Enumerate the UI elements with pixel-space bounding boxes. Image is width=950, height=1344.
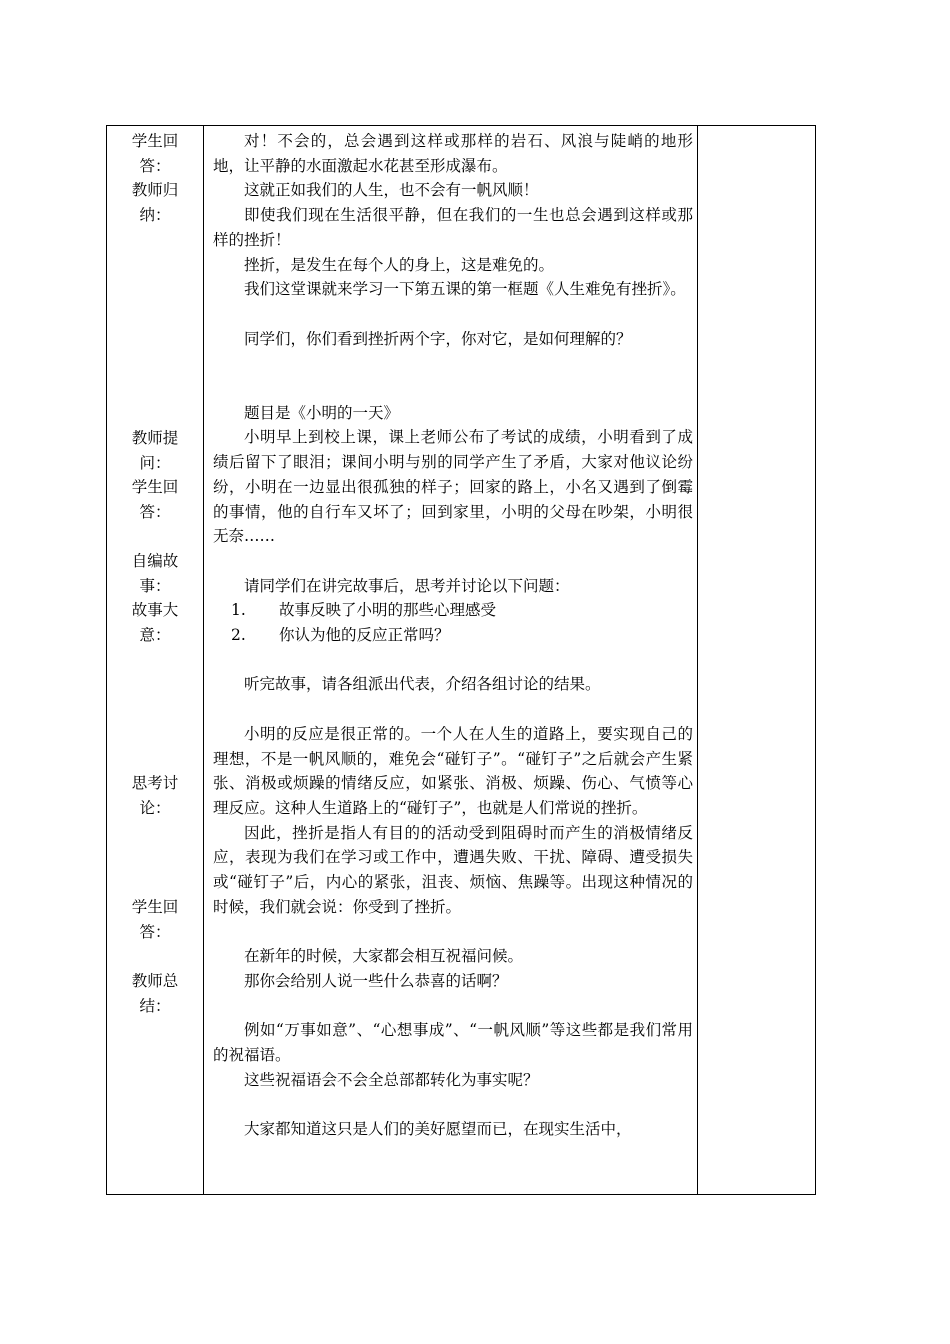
blank-line <box>213 697 693 722</box>
paragraph: 例如“万事如意”、“心想事成”、“一帆风顺”等这些都是我们常用的祝福语。 <box>213 1021 693 1064</box>
blank-line <box>213 1092 693 1117</box>
activity-label: 学生回 答： <box>131 132 179 175</box>
paragraph: 因此，挫折是指人有目的的活动受到阻碍时而产生的消极情绪反应，表现为我们在学习或工作中，遭遇失败、干扰、障碍、遭受损失或“碰钉子”后，内心的紧张，沮丧、烦恼、焦躁等。出现这种情况的时候，我们就会说：你受到了挫折。 <box>213 823 693 916</box>
paragraph: 小明的反应是很正常的。一个人在人生的道路上，要实现自己的理想，不是一帆风顺的，难免会“碰钉子”。“碰钉子”之后就会产生紧张、消极或烦躁的情绪反应，如紧张、消极、烦躁、伤心、气愤等心理反应。这种人生道路上的“碰钉子”，也就是人们常说的挫折。 <box>213 724 693 817</box>
paragraph: 同学们，你们看到挫折两个字，你对它，是如何理解的？ <box>244 329 632 348</box>
story-title: 题目是《小明的一天》 <box>244 403 400 422</box>
list-number: 1. <box>231 601 246 620</box>
blank-line <box>213 302 693 327</box>
list-item <box>213 598 693 623</box>
list-text: 你认为他的反应正常吗？ <box>279 626 450 645</box>
activity-label: 思考讨 论： <box>131 774 179 817</box>
paragraph: 这些祝福语会不会全总部都转化为事实呢？ <box>244 1070 539 1089</box>
activity-label: 学生回 答： <box>131 898 179 941</box>
paragraph: 大家都知道这只是人们的美好愿望而已，在现实生活中， <box>244 1120 632 1138</box>
paragraph: 我们这堂课就来学习一下第五课的第一框题《人生难免有挫折》。 <box>244 280 686 299</box>
blank-line <box>213 549 693 574</box>
blank-line <box>213 648 693 673</box>
column-divider <box>203 126 204 1194</box>
lesson-table <box>106 125 816 1195</box>
paragraph: 对！不会的，总会遇到这样或那样的岩石、风浪与陡峭的地形地，让平静的水面激起水花甚至形成瀑布。 <box>213 132 693 175</box>
lesson-content-column <box>213 129 693 1142</box>
story-text: 小明早上到校上课，课上老师公布了考试的成绩，小明看到了成绩后留下了眼泪；课间小明与别的同学产生了矛盾，大家对他议论纷纷，小明在一边显出很孤独的样子；回家的路上，小名又遇到了倒霉的事情，他的自行车又坏了；回到家里，小明的父母在吵架，小明很无奈…… <box>213 428 693 546</box>
paragraph: 挫折，是发生在每个人的身上，这是难免的。 <box>244 255 555 274</box>
paragraph: 那你会给别人说一些什么恭喜的话啊？ <box>244 971 508 990</box>
blank-line <box>213 994 693 1019</box>
list-number: 2. <box>231 626 246 645</box>
paragraph: 请同学们在讲完故事后，思考并讨论以下问题： <box>244 576 570 595</box>
activity-label: 教师总 结： <box>131 972 179 1015</box>
activity-label: 教师归 纳： <box>131 181 179 224</box>
activity-label: 教师提 问： <box>131 429 179 472</box>
activity-label: 学生回 答： <box>131 478 179 521</box>
blank-line <box>213 919 693 944</box>
paragraph: 这就正如我们的人生，也不会有一帆风顺！ <box>244 181 539 200</box>
list-text: 故事反映了小明的那些心理感受 <box>279 601 497 620</box>
paragraph: 即使我们现在生活很平静，但在我们的一生也总会遇到这样或那样的挫折！ <box>213 206 693 249</box>
activity-label: 故事大 意： <box>131 601 179 644</box>
notes-column <box>698 126 815 1194</box>
activity-label: 自编故 事： <box>131 552 179 595</box>
paragraph: 听完故事，请各组派出代表，介绍各组讨论的结果。 <box>244 675 601 694</box>
paragraph: 在新年的时候，大家都会相互祝福问候。 <box>244 947 524 966</box>
blank-line <box>213 351 693 400</box>
list-item <box>213 623 693 648</box>
